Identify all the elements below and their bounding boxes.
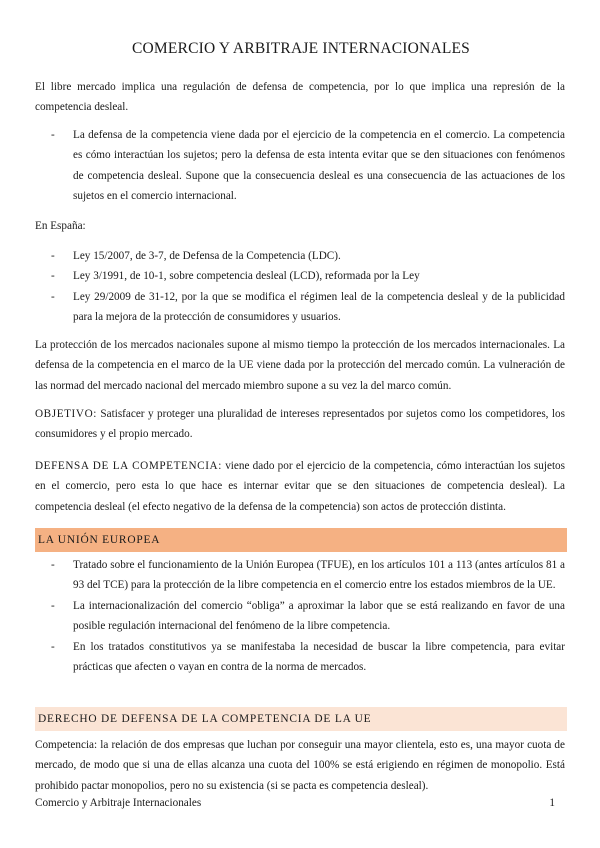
intro-bullet-list [35, 125, 565, 207]
list-item: - La defensa de la competencia viene dada por el ejercicio de la competencia en el comercio. La competencia es cómo interactúan los sujetos; pero la defensa de esta intenta evitar que se den situaciones con fenómenos de competencia desleal. Supone que la consecuencia desleal es una consecuencia de las actuaciones de los sujetos en el comercio internacional. [35, 125, 565, 207]
defensa-label: DEFENSA DE LA COMPETENCIA: [35, 460, 222, 472]
list-item: - La internacionalización del comercio “obliga” a aproximar la labor que se está realizando en favor de una posible regulación internacional del fenómeno de la libre competencia. [35, 596, 565, 637]
dash-bullet: - [51, 250, 55, 262]
laws-list [35, 246, 565, 328]
page-number: 1 [549, 797, 555, 809]
dash-bullet: - [51, 599, 55, 612]
competencia-paragraph: Competencia: la relación de dos empresas que luchan por conseguir una mayor clientela, esto es, una mayor cuota de mercado, de modo que si una de ellas alcanza una cuota del 100% se está erigiendo en régimen de monopolio. Está prohibido pactar monopolios, pero no su existencia (si se pacta es competencia desleal). [35, 739, 565, 792]
proteccion-paragraph: La protección de los mercados nacionales supone al mismo tiempo la protección de los mercados internacionales. La defensa de la competencia en el marco de la UE viene dada por la protección del mercado común. La vulneración de las normad del mercado nacional del mercado miembro supone a su vez la del marco común. [35, 339, 565, 392]
list-item: - En los tratados constitutivos ya se manifestaba la necesidad de buscar la libre competencia, para evitar prácticas que afecten o vayan en contra de la norma de mercados. [35, 637, 565, 678]
ue-bullet-list [35, 555, 565, 677]
objetivo-paragraph: OBJETIVO: Satisfacer y proteger una pluralidad de intereses representados por sujetos como los competidores, los consumidores y el propio mercado. [35, 408, 565, 441]
espana-label: En España: [35, 220, 86, 232]
list-item: - Ley 15/2007, de 3-7, de Defensa de la Competencia (LDC). [35, 246, 565, 266]
section-header-derecho: DERECHO DE DEFENSA DE LA COMPETENCIA DE LA UE [35, 707, 567, 731]
list-item: - Ley 29/2009 de 31-12, por la que se modifica el régimen leal de la competencia desleal y de la publicidad para la mejora de la protección de consumidores y usuarios. [35, 287, 565, 328]
objetivo-label: OBJETIVO: [35, 408, 97, 420]
defensa-paragraph: DEFENSA DE LA COMPETENCIA: viene dado por el ejercicio de la competencia, cómo interactúan los sujetos en el comercio, pero esta lo que hace es internar evitar que se den situaciones de competencia desleal). La competencia desleal (el efecto negativo de la defensa de la competencia) son actos de protección distinta. [35, 460, 565, 513]
dash-bullet: - [51, 270, 55, 283]
list-item: - Ley 3/1991, de 10-1, sobre competencia desleal (LCD), reformada por la Ley [35, 266, 565, 286]
dash-bullet: - [51, 640, 55, 653]
page-title: COMERCIO Y ARBITRAJE INTERNACIONALES [131, 40, 470, 57]
footer-title: Comercio y Arbitraje Internacionales [35, 797, 202, 809]
dash-bullet: - [51, 129, 55, 141]
dash-bullet: - [51, 290, 55, 303]
list-item: - Tratado sobre el funcionamiento de la Unión Europea (TFUE), en los artículos 101 a 113 (antes artículos 81 a 93 del TCE) para la protección de la libre competencia en el comercio entre los estados miembros de la UE. [35, 555, 565, 596]
intro-paragraph: El libre mercado implica una regulación de defensa de competencia, por lo que implica una represión de la competencia desleal. [35, 81, 565, 114]
section-header-ue: LA UNIÓN EUROPEA [35, 528, 567, 552]
dash-bullet: - [51, 559, 55, 571]
page-footer [35, 797, 567, 809]
